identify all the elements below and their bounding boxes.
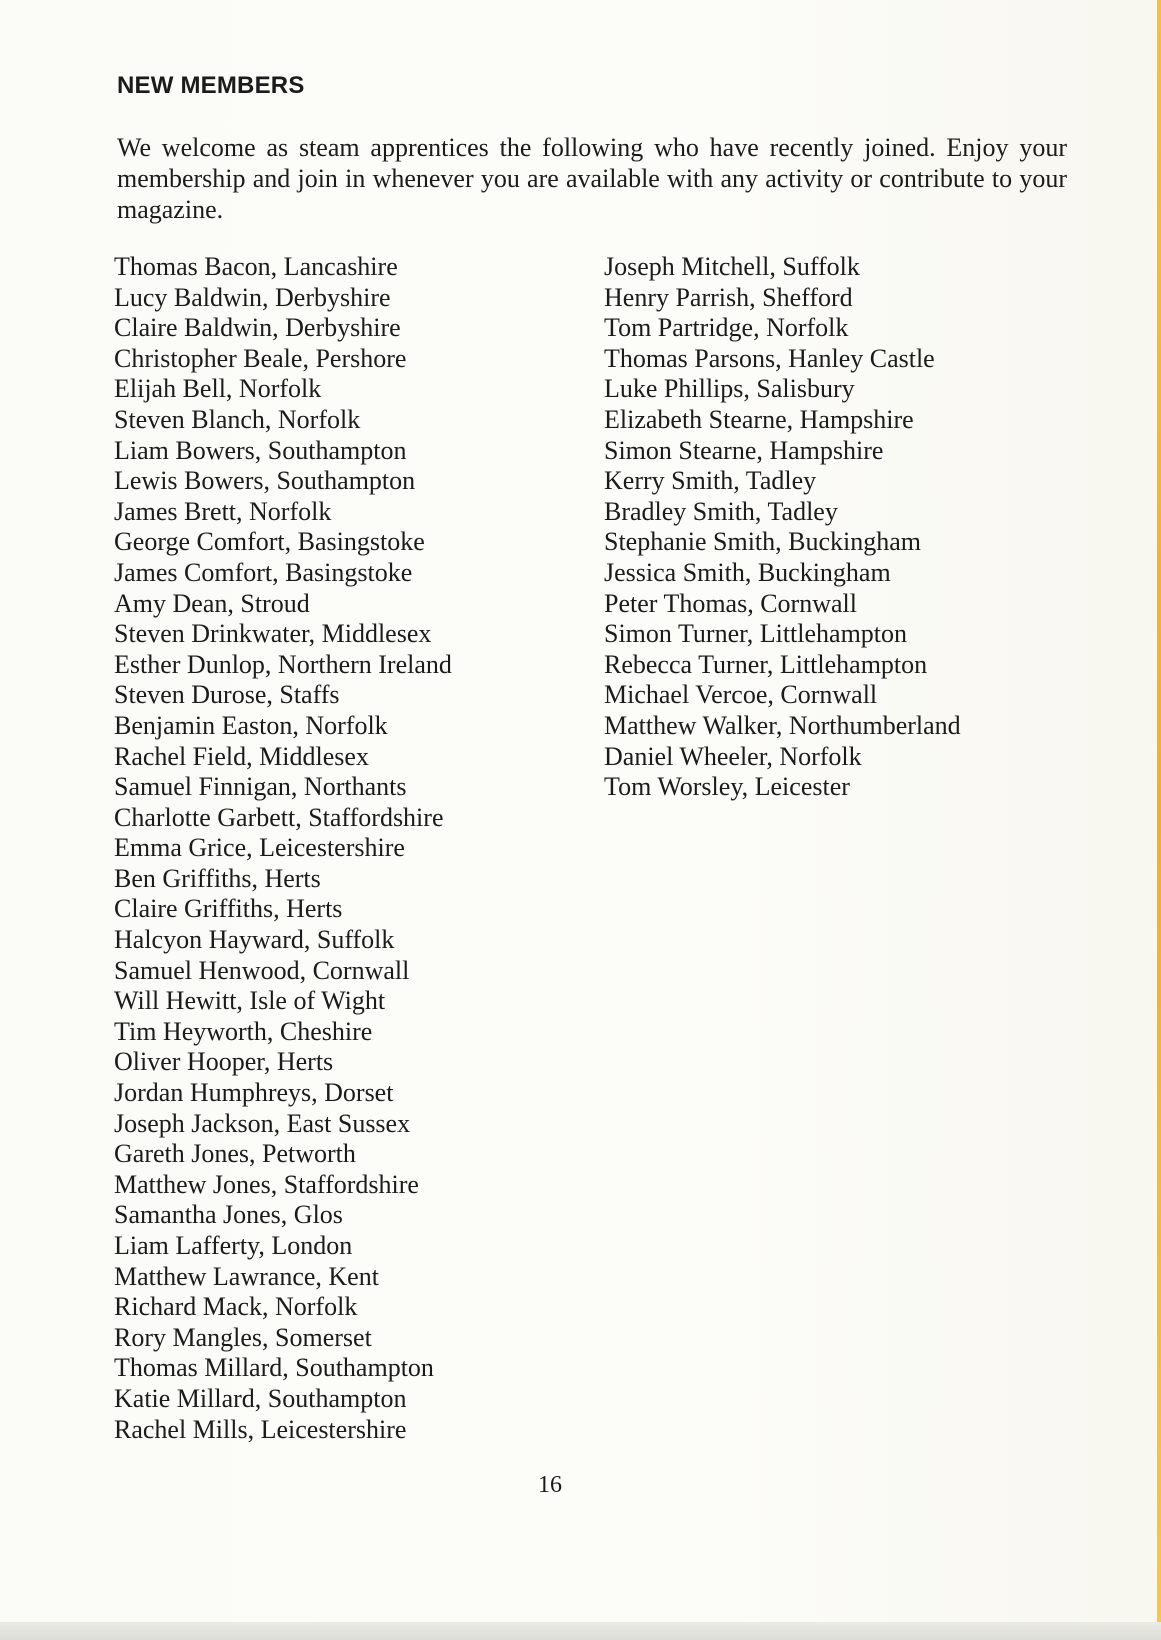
member-entry: Simon Turner, Littlehampton — [604, 619, 908, 649]
member-entry: Jordan Humphreys, Dorset — [114, 1078, 394, 1108]
member-entry: Thomas Bacon, Lancashire — [114, 252, 398, 281]
member-entry: Oliver Hooper, Herts — [114, 1047, 334, 1077]
member-entry: Matthew Walker, Northumberland — [604, 710, 961, 740]
member-entry: Elijah Bell, Norfolk — [114, 374, 322, 404]
member-entry: Luke Phillips, Salisbury — [604, 374, 855, 404]
member-entry: Halcyon Hayward, Suffolk — [114, 925, 395, 955]
member-entry: Emma Grice, Leicestershire — [114, 833, 405, 863]
member-entry: Samuel Finnigan, Northants — [114, 772, 407, 802]
member-entry: Stephanie Smith, Buckingham — [604, 527, 922, 557]
member-entry: Steven Durose, Staffs — [114, 680, 340, 710]
member-list-right — [604, 252, 1124, 803]
member-entry: Steven Drinkwater, Middlesex — [114, 619, 432, 649]
member-entry: Matthew Jones, Staffordshire — [114, 1169, 419, 1199]
member-entry: Daniel Wheeler, Norfolk — [604, 741, 862, 771]
member-entry: Steven Blanch, Norfolk — [114, 404, 361, 434]
member-entry: James Brett, Norfolk — [114, 496, 332, 526]
member-entry: Gareth Jones, Petworth — [114, 1139, 356, 1169]
member-entry: Katie Millard, Southampton — [114, 1383, 407, 1413]
member-entry: Claire Griffiths, Herts — [114, 894, 343, 924]
member-entry: Simon Stearne, Hampshire — [604, 435, 884, 465]
member-entry: Lucy Baldwin, Derbyshire — [114, 282, 391, 312]
member-entry: Peter Thomas, Cornwall — [604, 588, 857, 618]
member-entry: Thomas Parsons, Hanley Castle — [604, 343, 935, 373]
page-number: 16 — [538, 1472, 562, 1498]
member-entry: Ben Griffiths, Herts — [114, 863, 321, 893]
member-entry: Benjamin Easton, Norfolk — [114, 710, 388, 740]
member-entry: Rory Mangles, Somerset — [114, 1322, 372, 1352]
page-edge-binding — [1157, 0, 1161, 1640]
member-entry: Rachel Field, Middlesex — [114, 741, 369, 771]
member-entry: Tim Heyworth, Cheshire — [114, 1016, 373, 1046]
member-entry: Claire Baldwin, Derbyshire — [114, 313, 401, 343]
member-entry: Will Hewitt, Isle of Wight — [114, 986, 386, 1016]
member-entry: Elizabeth Stearne, Hampshire — [604, 404, 914, 434]
member-entry: Kerry Smith, Tadley — [604, 466, 817, 496]
member-entry: Liam Lafferty, London — [114, 1231, 353, 1260]
member-entry: Charlotte Garbett, Staffordshire — [114, 802, 444, 832]
member-entry: George Comfort, Basingstoke — [114, 527, 425, 557]
member-entry: Samuel Henwood, Cornwall — [114, 955, 410, 985]
member-entry: Richard Mack, Norfolk — [114, 1292, 358, 1322]
member-entry: Tom Worsley, Leicester — [604, 772, 850, 802]
member-entry: Tom Partridge, Norfolk — [604, 313, 849, 343]
member-entry: Liam Bowers, Southampton — [114, 435, 407, 465]
member-entry: Amy Dean, Stroud — [114, 588, 310, 618]
member-entry: Henry Parrish, Shefford — [604, 282, 853, 312]
page-bottom-edge — [0, 1622, 1161, 1640]
member-entry: Samantha Jones, Glos — [114, 1200, 343, 1230]
member-entry: Thomas Millard, Southampton — [114, 1353, 434, 1383]
member-entry: Jessica Smith, Buckingham — [604, 557, 891, 587]
intro-paragraph: We welcome as steam apprentices the following who have recently joined. Enjoy your membership and join in whenever you are available with any activity or contribute to your magazine. — [117, 133, 1067, 224]
member-entry: Joseph Mitchell, Suffolk — [604, 252, 860, 281]
member-entry: Rachel Mills, Leicestershire — [114, 1414, 407, 1444]
member-entry: Lewis Bowers, Southampton — [114, 466, 416, 496]
member-entry: Joseph Jackson, East Sussex — [114, 1108, 411, 1138]
member-entry: Bradley Smith, Tadley — [604, 496, 838, 526]
member-entry: Michael Vercoe, Cornwall — [604, 680, 878, 710]
page-heading: NEW MEMBERS — [117, 72, 305, 99]
member-entry: Matthew Lawrance, Kent — [114, 1261, 379, 1291]
member-entry: Rebecca Turner, Littlehampton — [604, 649, 928, 679]
member-list-left — [114, 252, 574, 1445]
member-entry: James Comfort, Basingstoke — [114, 557, 413, 587]
member-entry: Esther Dunlop, Northern Ireland — [114, 649, 452, 679]
member-entry: Christopher Beale, Pershore — [114, 343, 407, 373]
